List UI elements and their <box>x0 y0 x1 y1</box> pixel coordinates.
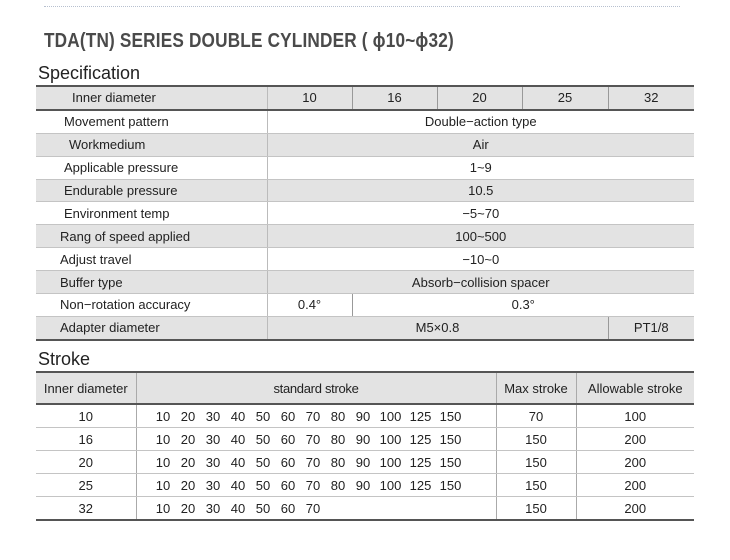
diameter-cell: 10 <box>267 86 352 110</box>
top-divider <box>44 6 680 7</box>
stroke-value: 40 <box>230 431 246 447</box>
max-stroke: 150 <box>496 451 576 474</box>
stroke-header-standard: standard stroke <box>136 372 496 404</box>
stroke-value: 20 <box>180 408 196 424</box>
diameter-cell: 32 <box>608 86 694 110</box>
diameter-cell: 16 <box>352 86 437 110</box>
allowable-stroke: 100 <box>576 404 694 428</box>
stroke-row <box>36 404 694 428</box>
stroke-value: 70 <box>305 454 321 470</box>
spec-row-value: Air <box>267 133 694 156</box>
spec-row <box>36 179 694 202</box>
stroke-value: 50 <box>255 408 271 424</box>
stroke-value: 10 <box>155 408 171 424</box>
stroke-value: 80 <box>330 454 346 470</box>
standard-stroke-cell <box>136 451 496 474</box>
spec-row-value: M5×0.8 <box>267 316 608 339</box>
stroke-heading: Stroke <box>38 349 91 369</box>
stroke-row <box>36 474 694 497</box>
spec-row-label: Adjust travel <box>36 248 267 271</box>
allowable-stroke: 200 <box>576 428 694 451</box>
stroke-value: 10 <box>155 431 171 447</box>
stroke-value: 125 <box>409 431 432 447</box>
stroke-value: 60 <box>280 500 296 516</box>
stroke-value: 80 <box>330 477 346 493</box>
stroke-value: 90 <box>355 454 371 470</box>
stroke-value: 10 <box>155 477 171 493</box>
stroke-value: 40 <box>230 408 246 424</box>
stroke-value: 80 <box>330 408 346 424</box>
stroke-value: 10 <box>155 500 171 516</box>
stroke-value: 100 <box>379 477 402 493</box>
spec-row <box>36 271 694 294</box>
stroke-header-allowable: Allowable stroke <box>576 372 694 404</box>
stroke-value: 20 <box>180 454 196 470</box>
spec-row <box>36 110 694 133</box>
specification-table <box>36 85 694 341</box>
stroke-value: 125 <box>409 454 432 470</box>
stroke-diameter: 32 <box>36 497 136 521</box>
stroke-row <box>36 497 694 521</box>
stroke-value: 50 <box>255 431 271 447</box>
stroke-value: 60 <box>280 408 296 424</box>
spec-row-value: 100~500 <box>267 225 694 248</box>
stroke-value: 10 <box>155 454 171 470</box>
diameter-cell: 25 <box>522 86 608 110</box>
stroke-value: 60 <box>280 431 296 447</box>
stroke-value: 70 <box>305 500 321 516</box>
spec-row-value: −5~70 <box>267 202 694 225</box>
inner-diameter-label: Inner diameter <box>36 86 267 110</box>
stroke-value: 100 <box>379 431 402 447</box>
spec-row-value: PT1/8 <box>608 316 694 339</box>
max-stroke: 150 <box>496 474 576 497</box>
stroke-value: 70 <box>305 477 321 493</box>
stroke-value: 70 <box>305 408 321 424</box>
allowable-stroke: 200 <box>576 474 694 497</box>
stroke-header-inner: Inner diameter <box>36 372 136 404</box>
stroke-header-row <box>36 372 694 404</box>
spec-row-value: Double−action type <box>267 110 694 133</box>
spec-row-label: Buffer type <box>36 271 267 294</box>
stroke-value: 125 <box>409 408 432 424</box>
spec-row-label: Applicable pressure <box>36 156 267 179</box>
spec-row-label: Rang of speed applied <box>36 225 267 248</box>
spec-heading: Specification <box>38 63 141 83</box>
standard-stroke-cell <box>136 404 496 428</box>
stroke-row <box>36 428 694 451</box>
allowable-stroke: 200 <box>576 451 694 474</box>
allowable-stroke: 200 <box>576 497 694 521</box>
stroke-value: 50 <box>255 500 271 516</box>
stroke-value: 20 <box>180 431 196 447</box>
stroke-header-max: Max stroke <box>496 372 576 404</box>
spec-row-value: Absorb−collision spacer <box>267 271 694 294</box>
standard-stroke-cell <box>136 497 496 521</box>
stroke-value: 50 <box>255 477 271 493</box>
spec-row <box>36 156 694 179</box>
stroke-value: 20 <box>180 477 196 493</box>
stroke-diameter: 20 <box>36 451 136 474</box>
stroke-value: 100 <box>379 454 402 470</box>
stroke-value: 150 <box>439 477 462 493</box>
stroke-value: 150 <box>439 454 462 470</box>
standard-stroke-cell <box>136 428 496 451</box>
spec-row-value: 0.3° <box>352 294 694 317</box>
stroke-value: 30 <box>205 431 221 447</box>
standard-stroke-cell <box>136 474 496 497</box>
page-title: TDA(TN) SERIES DOUBLE CYLINDER ( ϕ10~ϕ32) <box>44 30 454 52</box>
spec-header-row <box>36 86 694 110</box>
diameter-cell: 20 <box>437 86 522 110</box>
spec-row-label: Movement pattern <box>36 110 267 133</box>
stroke-value: 125 <box>409 477 432 493</box>
stroke-value: 90 <box>355 431 371 447</box>
spec-row-value: 10.5 <box>267 179 694 202</box>
spec-row-value: 1~9 <box>267 156 694 179</box>
stroke-value: 80 <box>330 431 346 447</box>
spec-row-value: 0.4° <box>267 294 352 317</box>
spec-row-nonrotation <box>36 294 694 317</box>
stroke-value: 30 <box>205 408 221 424</box>
stroke-value: 150 <box>439 408 462 424</box>
spec-row <box>36 202 694 225</box>
spec-row-label: Non−rotation accuracy <box>36 294 267 317</box>
spec-row-adapter <box>36 316 694 339</box>
spec-row-value: −10~0 <box>267 248 694 271</box>
max-stroke: 150 <box>496 497 576 521</box>
stroke-value: 40 <box>230 500 246 516</box>
stroke-diameter: 10 <box>36 404 136 428</box>
stroke-value: 40 <box>230 477 246 493</box>
spec-row-label: Endurable pressure <box>36 179 267 202</box>
stroke-value: 150 <box>439 431 462 447</box>
spec-row-label: Environment temp <box>36 202 267 225</box>
stroke-value: 20 <box>180 500 196 516</box>
stroke-value: 90 <box>355 477 371 493</box>
stroke-value: 40 <box>230 454 246 470</box>
stroke-diameter: 16 <box>36 428 136 451</box>
stroke-value: 70 <box>305 431 321 447</box>
stroke-value: 60 <box>280 454 296 470</box>
spec-row-label: Adapter diameter <box>36 316 267 339</box>
stroke-row <box>36 451 694 474</box>
spec-row-label: Workmedium <box>36 133 267 156</box>
stroke-value: 30 <box>205 454 221 470</box>
stroke-value: 30 <box>205 477 221 493</box>
stroke-value: 50 <box>255 454 271 470</box>
stroke-value: 60 <box>280 477 296 493</box>
stroke-value: 100 <box>379 408 402 424</box>
stroke-value: 90 <box>355 408 371 424</box>
stroke-table <box>36 371 694 521</box>
spec-row <box>36 225 694 248</box>
spec-row <box>36 133 694 156</box>
stroke-value: 30 <box>205 500 221 516</box>
max-stroke: 150 <box>496 428 576 451</box>
stroke-diameter: 25 <box>36 474 136 497</box>
max-stroke: 70 <box>496 404 576 428</box>
spec-row <box>36 248 694 271</box>
